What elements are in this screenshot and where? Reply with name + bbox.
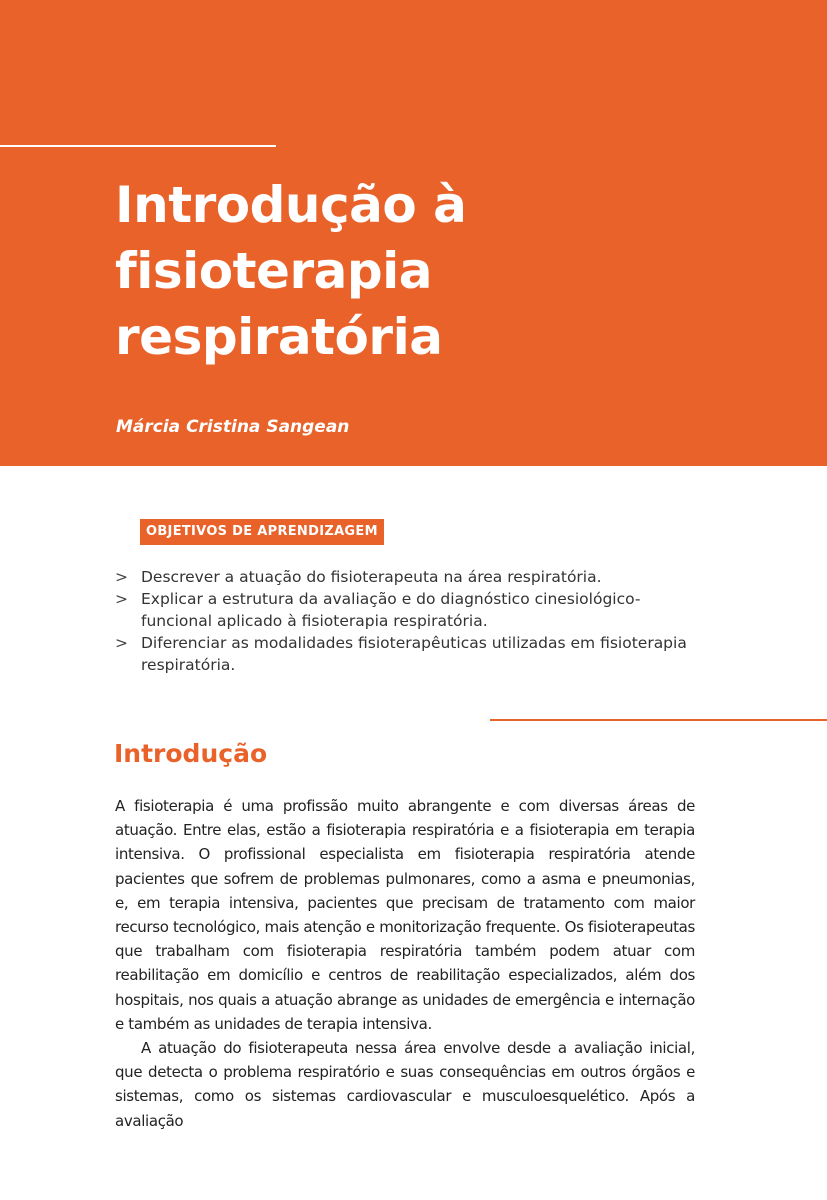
chapter-title-line-1: Introdução à — [115, 176, 467, 234]
chevron-right-icon: > — [115, 634, 128, 652]
chevron-right-icon: > — [115, 590, 128, 608]
body-paragraph-1: A fisioterapia é uma profissão muito abrangente e com diversas áreas de atuação. Entre elas, estão a fisioterapia respiratória e a fisioterapia em terapia intensiva. O profissional especialista em fisioterapia respiratória atende pacientes que sofrem de problemas pulmonares, como a asma e pneumonias, e, em terapia intensiva, pacientes que precisam de tratamento com maior recurso tecnológico, mais atenção e monitorização frequente. Os fisioterapeutas que trabalham com fisioterapia respiratória também podem atuar com reabilitação em domicílio e centros de reabilitação especializados, além dos hospitais, nos quais a atuação abrange as unidades de emergência e internação e também as unidades de terapia intensiva. — [115, 797, 695, 1033]
chapter-title — [115, 172, 466, 370]
objective-item — [115, 588, 700, 632]
objective-text: Descrever a atuação do fisioterapeuta na área respiratória. — [141, 568, 602, 586]
section-body — [115, 794, 695, 1133]
header-divider-line — [0, 145, 276, 147]
objective-item — [115, 566, 700, 588]
section-divider-line — [490, 719, 827, 721]
objective-item — [115, 632, 700, 676]
objective-text: Diferenciar as modalidades fisioterapêuticas utilizadas em fisioterapia respiratória. — [141, 634, 687, 674]
chevron-right-icon: > — [115, 568, 128, 586]
objective-text: Explicar a estrutura da avaliação e do diagnóstico cinesiológico-funcional aplicado à fisioterapia respiratória. — [141, 590, 641, 630]
objectives-list — [115, 566, 700, 676]
body-paragraph-2: A atuação do fisioterapeuta nessa área envolve desde a avaliação inicial, que detecta o problema respiratório e suas consequências em outros órgãos e sistemas, como os sistemas cardiovascular e musculoesquelético. Após a avaliação — [115, 1039, 695, 1130]
section-title: Introdução — [114, 739, 268, 768]
chapter-header-banner — [0, 0, 827, 466]
objectives-heading-badge: OBJETIVOS DE APRENDIZAGEM — [140, 519, 384, 545]
chapter-title-line-3: respiratória — [115, 308, 443, 366]
chapter-author: Márcia Cristina Sangean — [116, 417, 350, 437]
chapter-title-line-2: fisioterapia — [115, 242, 433, 300]
